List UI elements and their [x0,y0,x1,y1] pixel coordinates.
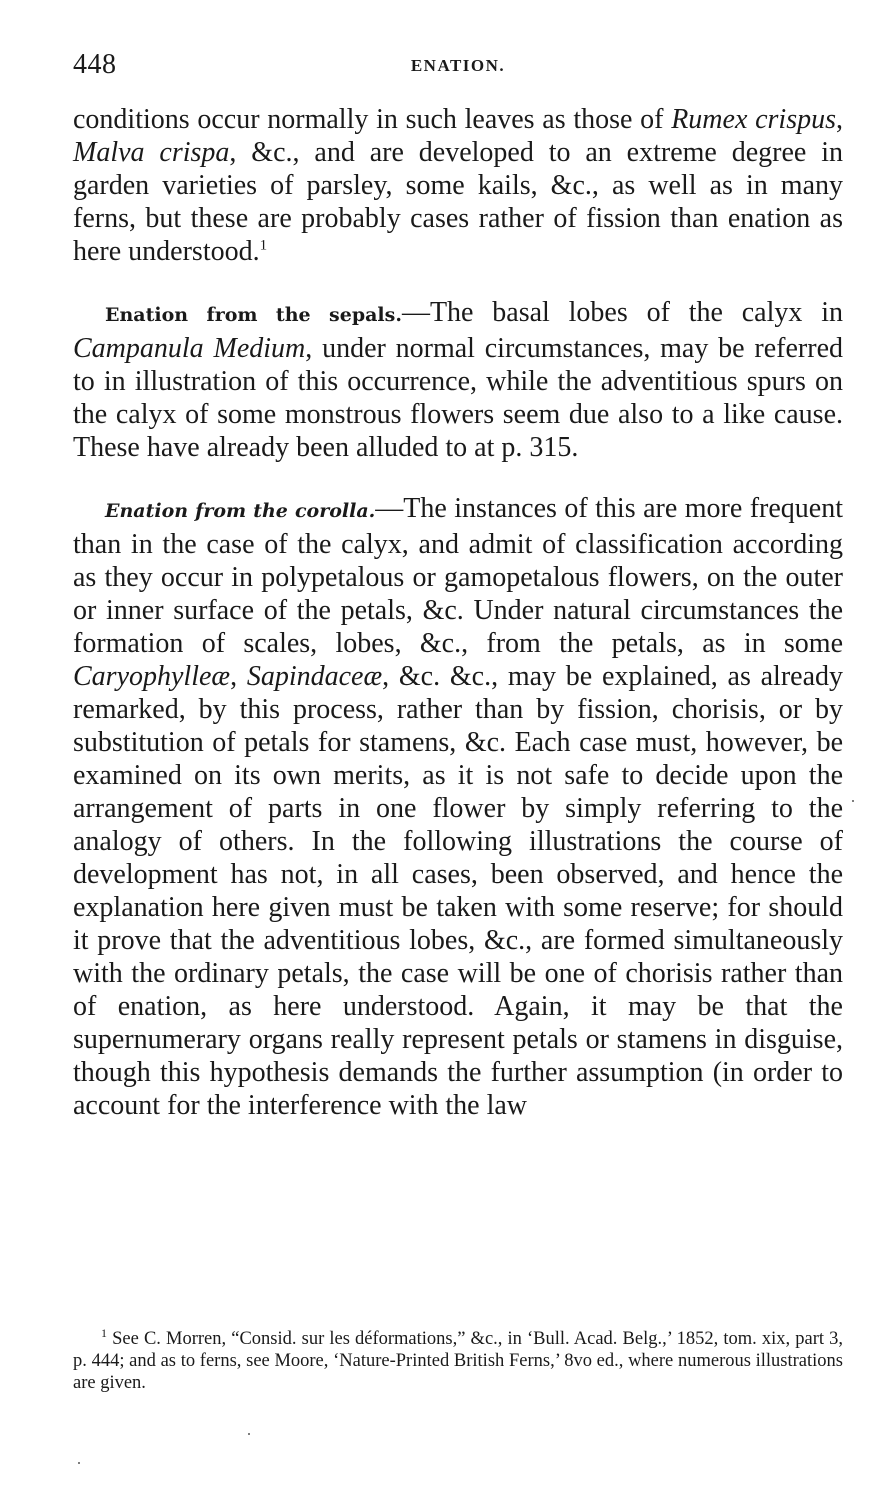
body-text [73,103,843,1122]
taxon-campanula-medium: Campanula Medium [73,333,306,364]
footnote-reference: 1 [259,237,268,254]
running-head: ENATION. [410,56,506,75]
paragraph-3-text-b: , [230,661,247,692]
taxon-malva-crispa: Malva crispa [73,137,230,168]
print-speck [248,1433,250,1435]
paragraph-3-text-a: —The instances of this are more frequent than in the case of the calyx, and admit of classification according as they occur in polypetalous or gamopetalous flowers, on the outer or inner surface of the petals, &c. Under natural circumstances the formation of scales, lobes, &c., from the petals, as in some [73,493,843,659]
page-number: 448 [73,49,117,80]
paragraph-2-text-b: , under normal circumstances, may be referred to in illustration of this occurrence, while the adventitious spurs on the calyx of some monstrous flowers seem due also to a like cause. These have already been alluded to at p. 315. [73,333,843,463]
taxon-caryophylleae: Caryophylleæ [73,661,231,692]
paragraph-3 [73,492,843,1122]
paragraph-3-text-c: , &c. &c., may be explained, as already remarked, by this process, rather than by fission, chorisis, or by substitution of petals for stamens, &c. Each case must, however, be examined on its own merits, as it is not safe to decide upon the arrangement of parts in one flower by simply referring to the analogy of others. In the following illustrations the course of development has not, in all cases, been observed, and hence the explanation here given must be taken with some reserve; for should it prove that the adventitious lobes, &c., are formed simultaneously with the ordinary petals, the case will be one of chorisis rather than of enation, as here understood. Again, it may be that the supernumerary organs really represent petals or stamens in disguise, though this hypothesis demands the further assumption (in order to account for the interference with the law [73,661,843,1121]
footnotes [73,1325,844,1394]
paragraph-1 [73,103,843,268]
footnote-mark: 1 [101,1325,107,1340]
paragraph-1-text-b: , [836,104,843,135]
paragraph-1-text-c: , &c., and are developed to an extreme degree in garden varieties of parsley, some kails, &c., as well as in many ferns, but these are probably cases rather of fission than enation as here understood. [73,137,844,267]
taxon-sapindaceae: Sapindaceæ [246,661,383,692]
section-heading-corolla: Enation from the corolla. [105,500,376,522]
paragraph-1-text-a: conditions occur normally in such leaves as those of [73,104,672,135]
print-speck [78,1462,80,1464]
paragraph-2-text-a: —The basal lobes of the calyx in [401,297,843,328]
paragraph-2 [73,296,843,464]
footnote-text: See C. Morren, “Consid. sur les déformations,” &c., in ‘Bull. Acad. Belg.,’ 1852, tom. xix, part 3, p. 444; and as to ferns, see Moore, ‘Nature-Printed British Ferns,’ 8vo ed., where numerous illustrations are given. [73,1329,844,1393]
taxon-rumex-crispus: Rumex crispus [671,104,836,135]
page-header [73,50,843,84]
book-page [73,0,843,1485]
footnote-1 [73,1325,844,1394]
section-heading-sepals: Enation from the sepals. [105,304,402,326]
print-speck [852,800,854,802]
